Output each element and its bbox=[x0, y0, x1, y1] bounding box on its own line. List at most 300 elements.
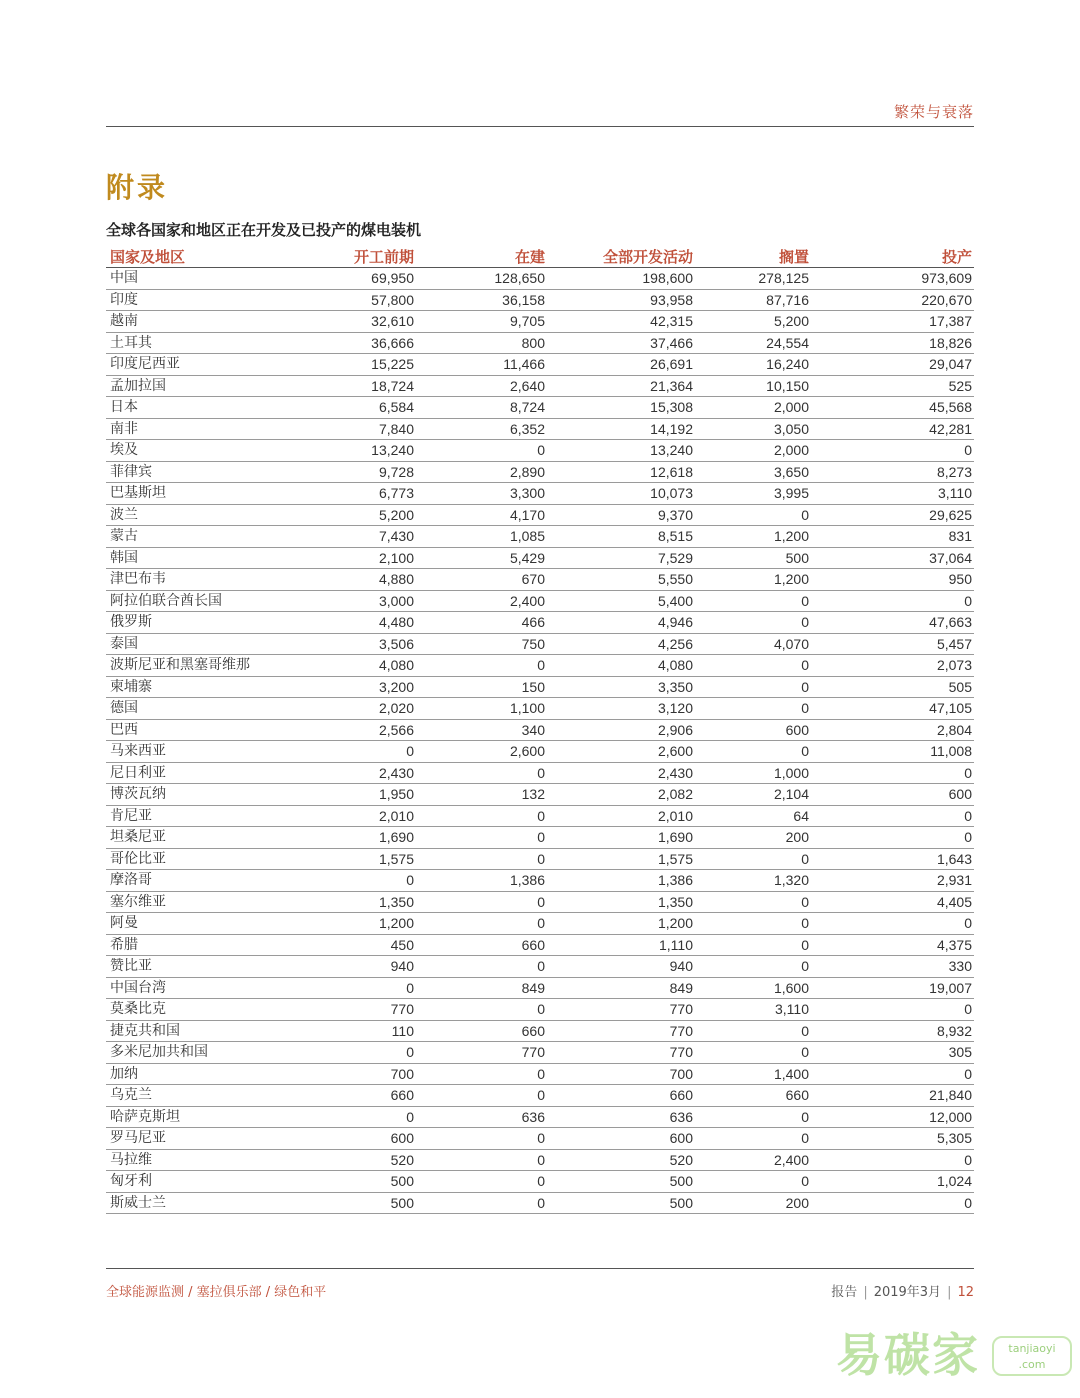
watermark-logo bbox=[836, 1324, 1072, 1386]
table-header-row bbox=[106, 245, 974, 268]
value-cell: 3,300 bbox=[416, 483, 547, 505]
country-cell: 哥伦比亚 bbox=[106, 848, 256, 870]
value-cell: 12,618 bbox=[547, 461, 695, 483]
table-row bbox=[106, 289, 974, 311]
country-cell: 中国台湾 bbox=[106, 977, 256, 999]
country-cell: 南非 bbox=[106, 418, 256, 440]
value-cell: 0 bbox=[695, 741, 811, 763]
value-cell: 12,000 bbox=[811, 1106, 974, 1128]
value-cell: 9,728 bbox=[256, 461, 416, 483]
country-cell: 土耳其 bbox=[106, 332, 256, 354]
value-cell: 8,932 bbox=[811, 1020, 974, 1042]
value-cell: 3,110 bbox=[695, 999, 811, 1021]
value-cell: 1,350 bbox=[547, 891, 695, 913]
country-cell: 巴西 bbox=[106, 719, 256, 741]
watermark-logo-text: 易碳家 bbox=[836, 1328, 980, 1382]
value-cell: 0 bbox=[811, 999, 974, 1021]
value-cell: 5,400 bbox=[547, 590, 695, 612]
value-cell: 770 bbox=[256, 999, 416, 1021]
value-cell: 3,120 bbox=[547, 698, 695, 720]
value-cell: 1,690 bbox=[547, 827, 695, 849]
country-cell: 匈牙利 bbox=[106, 1171, 256, 1193]
value-cell: 770 bbox=[416, 1042, 547, 1064]
value-cell: 0 bbox=[416, 440, 547, 462]
value-cell: 6,584 bbox=[256, 397, 416, 419]
footer-report-label: 报告 bbox=[831, 1285, 858, 1300]
value-cell: 9,705 bbox=[416, 311, 547, 333]
footer-separator: | bbox=[947, 1285, 952, 1300]
table-row bbox=[106, 526, 974, 548]
value-cell: 0 bbox=[416, 762, 547, 784]
value-cell: 505 bbox=[811, 676, 974, 698]
value-cell: 15,225 bbox=[256, 354, 416, 376]
value-cell: 0 bbox=[256, 1106, 416, 1128]
value-cell: 0 bbox=[811, 1063, 974, 1085]
value-cell: 45,568 bbox=[811, 397, 974, 419]
value-cell: 0 bbox=[695, 612, 811, 634]
table-row bbox=[106, 418, 974, 440]
table-row bbox=[106, 483, 974, 505]
value-cell: 42,315 bbox=[547, 311, 695, 333]
value-cell: 3,110 bbox=[811, 483, 974, 505]
country-cell: 印度尼西亚 bbox=[106, 354, 256, 376]
country-cell: 日本 bbox=[106, 397, 256, 419]
table-row bbox=[106, 1149, 974, 1171]
value-cell: 1,200 bbox=[695, 569, 811, 591]
value-cell: 37,064 bbox=[811, 547, 974, 569]
value-cell: 940 bbox=[547, 956, 695, 978]
country-cell: 希腊 bbox=[106, 934, 256, 956]
table-row bbox=[106, 397, 974, 419]
table-row bbox=[106, 590, 974, 612]
value-cell: 3,000 bbox=[256, 590, 416, 612]
value-cell: 0 bbox=[695, 1042, 811, 1064]
value-cell: 1,320 bbox=[695, 870, 811, 892]
country-cell: 赞比亚 bbox=[106, 956, 256, 978]
value-cell: 2,100 bbox=[256, 547, 416, 569]
value-cell: 8,724 bbox=[416, 397, 547, 419]
country-cell: 菲律宾 bbox=[106, 461, 256, 483]
value-cell: 0 bbox=[416, 1192, 547, 1214]
value-cell: 7,840 bbox=[256, 418, 416, 440]
table-row bbox=[106, 784, 974, 806]
table-row bbox=[106, 870, 974, 892]
value-cell: 3,350 bbox=[547, 676, 695, 698]
value-cell: 0 bbox=[416, 1149, 547, 1171]
value-cell: 950 bbox=[811, 569, 974, 591]
value-cell: 1,950 bbox=[256, 784, 416, 806]
country-cell: 波兰 bbox=[106, 504, 256, 526]
country-cell: 德国 bbox=[106, 698, 256, 720]
table-row bbox=[106, 461, 974, 483]
value-cell: 0 bbox=[695, 504, 811, 526]
value-cell: 3,650 bbox=[695, 461, 811, 483]
value-cell: 198,600 bbox=[547, 268, 695, 290]
value-cell: 340 bbox=[416, 719, 547, 741]
value-cell: 24,554 bbox=[695, 332, 811, 354]
table-row bbox=[106, 504, 974, 526]
value-cell: 0 bbox=[811, 1149, 974, 1171]
table-row bbox=[106, 1042, 974, 1064]
value-cell: 21,364 bbox=[547, 375, 695, 397]
value-cell: 5,200 bbox=[695, 311, 811, 333]
country-cell: 埃及 bbox=[106, 440, 256, 462]
value-cell: 0 bbox=[695, 1020, 811, 1042]
value-cell: 1,024 bbox=[811, 1171, 974, 1193]
value-cell: 831 bbox=[811, 526, 974, 548]
country-cell: 博茨瓦纳 bbox=[106, 784, 256, 806]
value-cell: 305 bbox=[811, 1042, 974, 1064]
value-cell: 110 bbox=[256, 1020, 416, 1042]
value-cell: 4,880 bbox=[256, 569, 416, 591]
value-cell: 3,506 bbox=[256, 633, 416, 655]
table-row bbox=[106, 547, 974, 569]
table-row bbox=[106, 805, 974, 827]
value-cell: 600 bbox=[811, 784, 974, 806]
table-row bbox=[106, 633, 974, 655]
value-cell: 4,256 bbox=[547, 633, 695, 655]
value-cell: 4,170 bbox=[416, 504, 547, 526]
value-cell: 0 bbox=[811, 762, 974, 784]
country-cell: 阿曼 bbox=[106, 913, 256, 935]
value-cell: 4,070 bbox=[695, 633, 811, 655]
country-cell: 坦桑尼亚 bbox=[106, 827, 256, 849]
table-row bbox=[106, 913, 974, 935]
value-cell: 2,906 bbox=[547, 719, 695, 741]
value-cell: 940 bbox=[256, 956, 416, 978]
value-cell: 1,386 bbox=[547, 870, 695, 892]
table-row bbox=[106, 719, 974, 741]
value-cell: 29,625 bbox=[811, 504, 974, 526]
value-cell: 11,466 bbox=[416, 354, 547, 376]
value-cell: 200 bbox=[695, 827, 811, 849]
value-cell: 220,670 bbox=[811, 289, 974, 311]
country-cell: 孟加拉国 bbox=[106, 375, 256, 397]
table-row bbox=[106, 375, 974, 397]
value-cell: 0 bbox=[416, 1128, 547, 1150]
value-cell: 2,640 bbox=[416, 375, 547, 397]
value-cell: 0 bbox=[256, 1042, 416, 1064]
value-cell: 7,529 bbox=[547, 547, 695, 569]
value-cell: 10,150 bbox=[695, 375, 811, 397]
value-cell: 0 bbox=[695, 913, 811, 935]
value-cell: 500 bbox=[256, 1192, 416, 1214]
coal-capacity-table bbox=[106, 245, 974, 1214]
value-cell: 700 bbox=[547, 1063, 695, 1085]
value-cell: 0 bbox=[416, 956, 547, 978]
table-row bbox=[106, 655, 974, 677]
value-cell: 500 bbox=[256, 1171, 416, 1193]
value-cell: 500 bbox=[547, 1192, 695, 1214]
country-cell: 巴基斯坦 bbox=[106, 483, 256, 505]
value-cell: 2,600 bbox=[416, 741, 547, 763]
value-cell: 636 bbox=[416, 1106, 547, 1128]
value-cell: 29,047 bbox=[811, 354, 974, 376]
country-cell: 韩国 bbox=[106, 547, 256, 569]
value-cell: 7,430 bbox=[256, 526, 416, 548]
table-row bbox=[106, 956, 974, 978]
value-cell: 0 bbox=[416, 1063, 547, 1085]
column-header: 全部开发活动 bbox=[547, 245, 695, 268]
value-cell: 47,663 bbox=[811, 612, 974, 634]
value-cell: 5,305 bbox=[811, 1128, 974, 1150]
value-cell: 13,240 bbox=[256, 440, 416, 462]
value-cell: 5,429 bbox=[416, 547, 547, 569]
value-cell: 849 bbox=[416, 977, 547, 999]
column-header: 开工前期 bbox=[256, 245, 416, 268]
value-cell: 0 bbox=[811, 913, 974, 935]
footer-separator: | bbox=[863, 1285, 868, 1300]
value-cell: 600 bbox=[695, 719, 811, 741]
value-cell: 200 bbox=[695, 1192, 811, 1214]
value-cell: 36,666 bbox=[256, 332, 416, 354]
value-cell: 17,387 bbox=[811, 311, 974, 333]
value-cell: 0 bbox=[695, 1171, 811, 1193]
value-cell: 466 bbox=[416, 612, 547, 634]
table-title: 全球各国家和地区正在开发及已投产的煤电装机 bbox=[106, 221, 422, 239]
country-cell: 多米尼加共和国 bbox=[106, 1042, 256, 1064]
value-cell: 57,800 bbox=[256, 289, 416, 311]
value-cell: 2,400 bbox=[695, 1149, 811, 1171]
country-cell: 尼日利亚 bbox=[106, 762, 256, 784]
table-row bbox=[106, 934, 974, 956]
value-cell: 1,200 bbox=[256, 913, 416, 935]
value-cell: 10,073 bbox=[547, 483, 695, 505]
country-cell: 哈萨克斯坦 bbox=[106, 1106, 256, 1128]
country-cell: 马拉维 bbox=[106, 1149, 256, 1171]
country-cell: 俄罗斯 bbox=[106, 612, 256, 634]
value-cell: 660 bbox=[695, 1085, 811, 1107]
value-cell: 3,200 bbox=[256, 676, 416, 698]
value-cell: 2,073 bbox=[811, 655, 974, 677]
value-cell: 1,400 bbox=[695, 1063, 811, 1085]
value-cell: 1,600 bbox=[695, 977, 811, 999]
value-cell: 278,125 bbox=[695, 268, 811, 290]
column-header: 投产 bbox=[811, 245, 974, 268]
value-cell: 6,352 bbox=[416, 418, 547, 440]
value-cell: 0 bbox=[256, 741, 416, 763]
country-cell: 罗马尼亚 bbox=[106, 1128, 256, 1150]
value-cell: 0 bbox=[695, 848, 811, 870]
value-cell: 520 bbox=[547, 1149, 695, 1171]
value-cell: 5,550 bbox=[547, 569, 695, 591]
value-cell: 21,840 bbox=[811, 1085, 974, 1107]
value-cell: 0 bbox=[811, 805, 974, 827]
value-cell: 4,405 bbox=[811, 891, 974, 913]
value-cell: 2,890 bbox=[416, 461, 547, 483]
value-cell: 0 bbox=[811, 440, 974, 462]
table-row bbox=[106, 1128, 974, 1150]
table-row bbox=[106, 1192, 974, 1214]
country-cell: 乌克兰 bbox=[106, 1085, 256, 1107]
value-cell: 2,600 bbox=[547, 741, 695, 763]
value-cell: 660 bbox=[256, 1085, 416, 1107]
value-cell: 1,643 bbox=[811, 848, 974, 870]
value-cell: 18,724 bbox=[256, 375, 416, 397]
value-cell: 770 bbox=[547, 1020, 695, 1042]
country-cell: 泰国 bbox=[106, 633, 256, 655]
value-cell: 26,691 bbox=[547, 354, 695, 376]
value-cell: 1,575 bbox=[547, 848, 695, 870]
running-header-title: 繁荣与衰落 bbox=[893, 103, 974, 121]
table-row bbox=[106, 762, 974, 784]
table-row bbox=[106, 1063, 974, 1085]
watermark-badge bbox=[992, 1336, 1072, 1376]
value-cell: 0 bbox=[695, 698, 811, 720]
country-cell: 中国 bbox=[106, 268, 256, 290]
value-cell: 1,350 bbox=[256, 891, 416, 913]
value-cell: 1,200 bbox=[695, 526, 811, 548]
value-cell: 660 bbox=[416, 934, 547, 956]
country-cell: 加纳 bbox=[106, 1063, 256, 1085]
value-cell: 2,010 bbox=[547, 805, 695, 827]
value-cell: 0 bbox=[416, 827, 547, 849]
country-cell: 津巴布韦 bbox=[106, 569, 256, 591]
value-cell: 0 bbox=[256, 977, 416, 999]
value-cell: 87,716 bbox=[695, 289, 811, 311]
value-cell: 3,050 bbox=[695, 418, 811, 440]
value-cell: 3,995 bbox=[695, 483, 811, 505]
value-cell: 0 bbox=[695, 655, 811, 677]
value-cell: 0 bbox=[695, 891, 811, 913]
country-cell: 波斯尼亚和黑塞哥维那 bbox=[106, 655, 256, 677]
value-cell: 0 bbox=[416, 891, 547, 913]
country-cell: 塞尔维亚 bbox=[106, 891, 256, 913]
value-cell: 1,110 bbox=[547, 934, 695, 956]
page-number: 12 bbox=[957, 1285, 974, 1300]
value-cell: 0 bbox=[416, 1171, 547, 1193]
footer-date: 2019年3月 bbox=[873, 1285, 942, 1300]
value-cell: 0 bbox=[811, 827, 974, 849]
value-cell: 450 bbox=[256, 934, 416, 956]
value-cell: 0 bbox=[695, 934, 811, 956]
table-row bbox=[106, 999, 974, 1021]
value-cell: 2,430 bbox=[547, 762, 695, 784]
value-cell: 0 bbox=[256, 870, 416, 892]
value-cell: 500 bbox=[695, 547, 811, 569]
column-header: 在建 bbox=[416, 245, 547, 268]
watermark-badge-top: tanjiaoyi bbox=[1008, 1342, 1056, 1355]
table-row bbox=[106, 1020, 974, 1042]
country-cell: 阿拉伯联合酋长国 bbox=[106, 590, 256, 612]
table-row bbox=[106, 848, 974, 870]
value-cell: 660 bbox=[416, 1020, 547, 1042]
value-cell: 770 bbox=[547, 1042, 695, 1064]
country-cell: 肯尼亚 bbox=[106, 805, 256, 827]
value-cell: 8,515 bbox=[547, 526, 695, 548]
value-cell: 2,082 bbox=[547, 784, 695, 806]
value-cell: 15,308 bbox=[547, 397, 695, 419]
table-row bbox=[106, 440, 974, 462]
value-cell: 64 bbox=[695, 805, 811, 827]
value-cell: 0 bbox=[811, 1192, 974, 1214]
value-cell: 2,020 bbox=[256, 698, 416, 720]
country-cell: 越南 bbox=[106, 311, 256, 333]
value-cell: 0 bbox=[811, 590, 974, 612]
value-cell: 849 bbox=[547, 977, 695, 999]
value-cell: 14,192 bbox=[547, 418, 695, 440]
value-cell: 1,575 bbox=[256, 848, 416, 870]
value-cell: 1,000 bbox=[695, 762, 811, 784]
value-cell: 636 bbox=[547, 1106, 695, 1128]
value-cell: 0 bbox=[416, 913, 547, 935]
watermark-badge-bottom: .com bbox=[1018, 1358, 1046, 1371]
column-header: 国家及地区 bbox=[106, 245, 256, 268]
value-cell: 4,480 bbox=[256, 612, 416, 634]
country-cell: 印度 bbox=[106, 289, 256, 311]
value-cell: 2,000 bbox=[695, 397, 811, 419]
table-row bbox=[106, 354, 974, 376]
value-cell: 800 bbox=[416, 332, 547, 354]
table-row bbox=[106, 698, 974, 720]
footer-report-info bbox=[831, 1281, 974, 1300]
table-row bbox=[106, 311, 974, 333]
table-row bbox=[106, 891, 974, 913]
value-cell: 520 bbox=[256, 1149, 416, 1171]
value-cell: 0 bbox=[416, 1085, 547, 1107]
value-cell: 1,386 bbox=[416, 870, 547, 892]
table-row bbox=[106, 977, 974, 999]
value-cell: 19,007 bbox=[811, 977, 974, 999]
value-cell: 47,105 bbox=[811, 698, 974, 720]
header-divider bbox=[106, 126, 974, 127]
value-cell: 1,200 bbox=[547, 913, 695, 935]
value-cell: 8,273 bbox=[811, 461, 974, 483]
value-cell: 0 bbox=[695, 676, 811, 698]
page-title: 附录 bbox=[106, 171, 169, 204]
country-cell: 柬埔寨 bbox=[106, 676, 256, 698]
value-cell: 2,804 bbox=[811, 719, 974, 741]
value-cell: 600 bbox=[547, 1128, 695, 1150]
value-cell: 0 bbox=[416, 848, 547, 870]
value-cell: 0 bbox=[695, 1106, 811, 1128]
value-cell: 2,104 bbox=[695, 784, 811, 806]
value-cell: 37,466 bbox=[547, 332, 695, 354]
value-cell: 500 bbox=[547, 1171, 695, 1193]
table-row bbox=[106, 827, 974, 849]
table-row bbox=[106, 569, 974, 591]
table-row bbox=[106, 1085, 974, 1107]
value-cell: 16,240 bbox=[695, 354, 811, 376]
country-cell: 蒙古 bbox=[106, 526, 256, 548]
value-cell: 700 bbox=[256, 1063, 416, 1085]
table-row bbox=[106, 1106, 974, 1128]
value-cell: 6,773 bbox=[256, 483, 416, 505]
value-cell: 0 bbox=[416, 655, 547, 677]
value-cell: 0 bbox=[416, 999, 547, 1021]
value-cell: 2,010 bbox=[256, 805, 416, 827]
country-cell: 摩洛哥 bbox=[106, 870, 256, 892]
value-cell: 13,240 bbox=[547, 440, 695, 462]
value-cell: 973,609 bbox=[811, 268, 974, 290]
column-header: 搁置 bbox=[695, 245, 811, 268]
table-row bbox=[106, 332, 974, 354]
value-cell: 4,080 bbox=[256, 655, 416, 677]
value-cell: 4,375 bbox=[811, 934, 974, 956]
value-cell: 0 bbox=[695, 590, 811, 612]
value-cell: 2,931 bbox=[811, 870, 974, 892]
value-cell: 150 bbox=[416, 676, 547, 698]
value-cell: 5,457 bbox=[811, 633, 974, 655]
value-cell: 330 bbox=[811, 956, 974, 978]
footer-organizations: 全球能源监测 / 塞拉俱乐部 / 绿色和平 bbox=[106, 1285, 327, 1300]
country-cell: 斯威士兰 bbox=[106, 1192, 256, 1214]
value-cell: 1,690 bbox=[256, 827, 416, 849]
country-cell: 莫桑比克 bbox=[106, 999, 256, 1021]
value-cell: 2,400 bbox=[416, 590, 547, 612]
table-row bbox=[106, 741, 974, 763]
value-cell: 32,610 bbox=[256, 311, 416, 333]
